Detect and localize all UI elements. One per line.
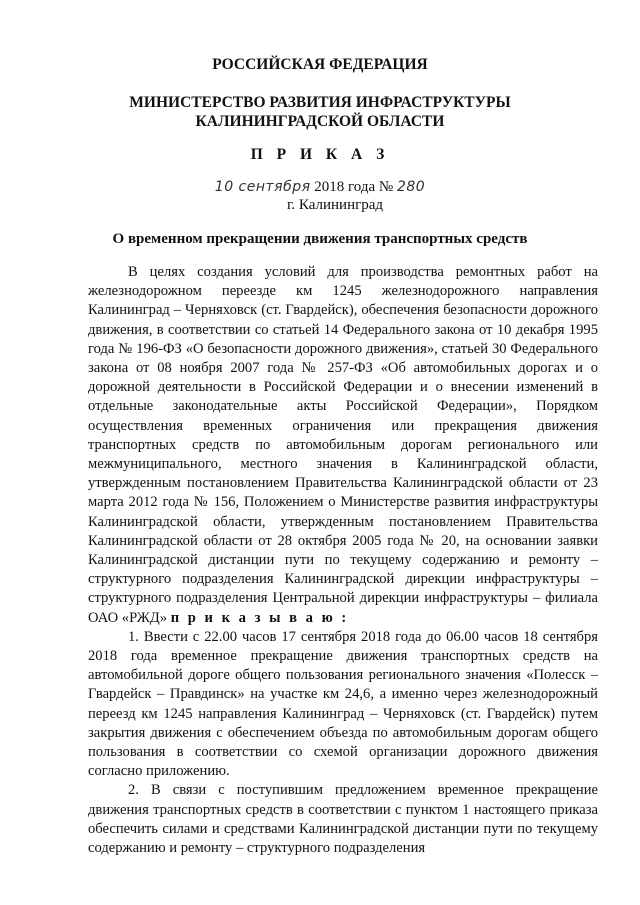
- order-body: [88, 263, 598, 858]
- order-item-1: 1. Ввести с 22.00 часов 17 сентября 2018 года до 06.00 часов 18 сентября 2018 года временное прекращение движения транспортных средств на автомобильной дороге общего пользования регионального значения «Полесск – Гвардейск – Правдинск» на участке км 24,6, а именно через железнодорожный переезд км 1245 направления Калининград – Черняховск (ст. Гвардейск) путем закрытия движения с обеспечением объезда по автомобильным дорогам общего пользования в соответствии со схемой организации дорожного движения согласно приложению.: [88, 628, 598, 780]
- ministry-heading-line1: МИНИСТЕРСТВО РАЗВИТИЯ ИНФРАСТРУКТУРЫ: [129, 94, 511, 111]
- number-label: №: [378, 179, 394, 195]
- handwritten-number: 280: [396, 179, 426, 195]
- country-heading: РОССИЙСКАЯ ФЕДЕРАЦИЯ: [212, 56, 428, 73]
- ministry-heading-line2: КАЛИНИНГРАДСКОЙ ОБЛАСТИ: [195, 113, 445, 130]
- ministry-heading: [0, 93, 640, 131]
- document-type-heading: П Р И К А З: [250, 146, 390, 163]
- preamble-text: В целях создания условий для производства ремонтных работ на железнодорожном переезде км 1245 железнодорожного направления Калининград – Черняховск (ст. Гвардейск), обеспечения безопасности дорожного движения, в соответствии со статьей 14 Федерального закона от 10 декабря 1995 года № 196-ФЗ «О безопасности дорожного движения», статьей 30 Федерального закона от 08 ноября 2007 года № 257-ФЗ «Об автомобильных дорогах и о дорожной деятельности в Российской Федерации и о внесении изменений в отдельные законодательные акты Российской Федерации», Порядком осуществления временных ограничения или прекращения движения транспортных средств по автомобильным дорогам регионального или межмуниципального, местного значения в Калининградской области, утвержденным постановлением Правительства Калининградской области от 23 марта 2012 года № 156, Положением о Министерстве развития инфраструктуры Калининградской области, утвержденным постановлением Правительства Калининградской области от 28 октября 2005 года № 20, на основании заявки Калининградской дистанции пути по текущему содержанию и ремонту – структурного подразделения Калининградской дирекции инфраструктуры – структурного подразделения Центральной дирекции инфраструктуры – филиала ОАО «РЖД»: [88, 264, 598, 626]
- year-text: 2018 года: [314, 179, 376, 195]
- orders-word: п р и к а з ы в а ю :: [170, 609, 349, 626]
- order-subject: О временном прекращении движения транспортных средств: [112, 231, 528, 247]
- date-number-line: [0, 178, 640, 197]
- handwritten-date: 10 сентября: [214, 179, 311, 195]
- order-item-2: 2. В связи с поступившим предложением временное прекращение движения транспортных средств в соответствии с пунктом 1 настоящего приказа обеспечить силами и средствами Калининградской дистанции пути по текущему содержанию и ремонту – структурного подразделения: [88, 782, 598, 857]
- preamble-paragraph: [88, 263, 598, 628]
- city-line: г. Калининград: [286, 197, 384, 213]
